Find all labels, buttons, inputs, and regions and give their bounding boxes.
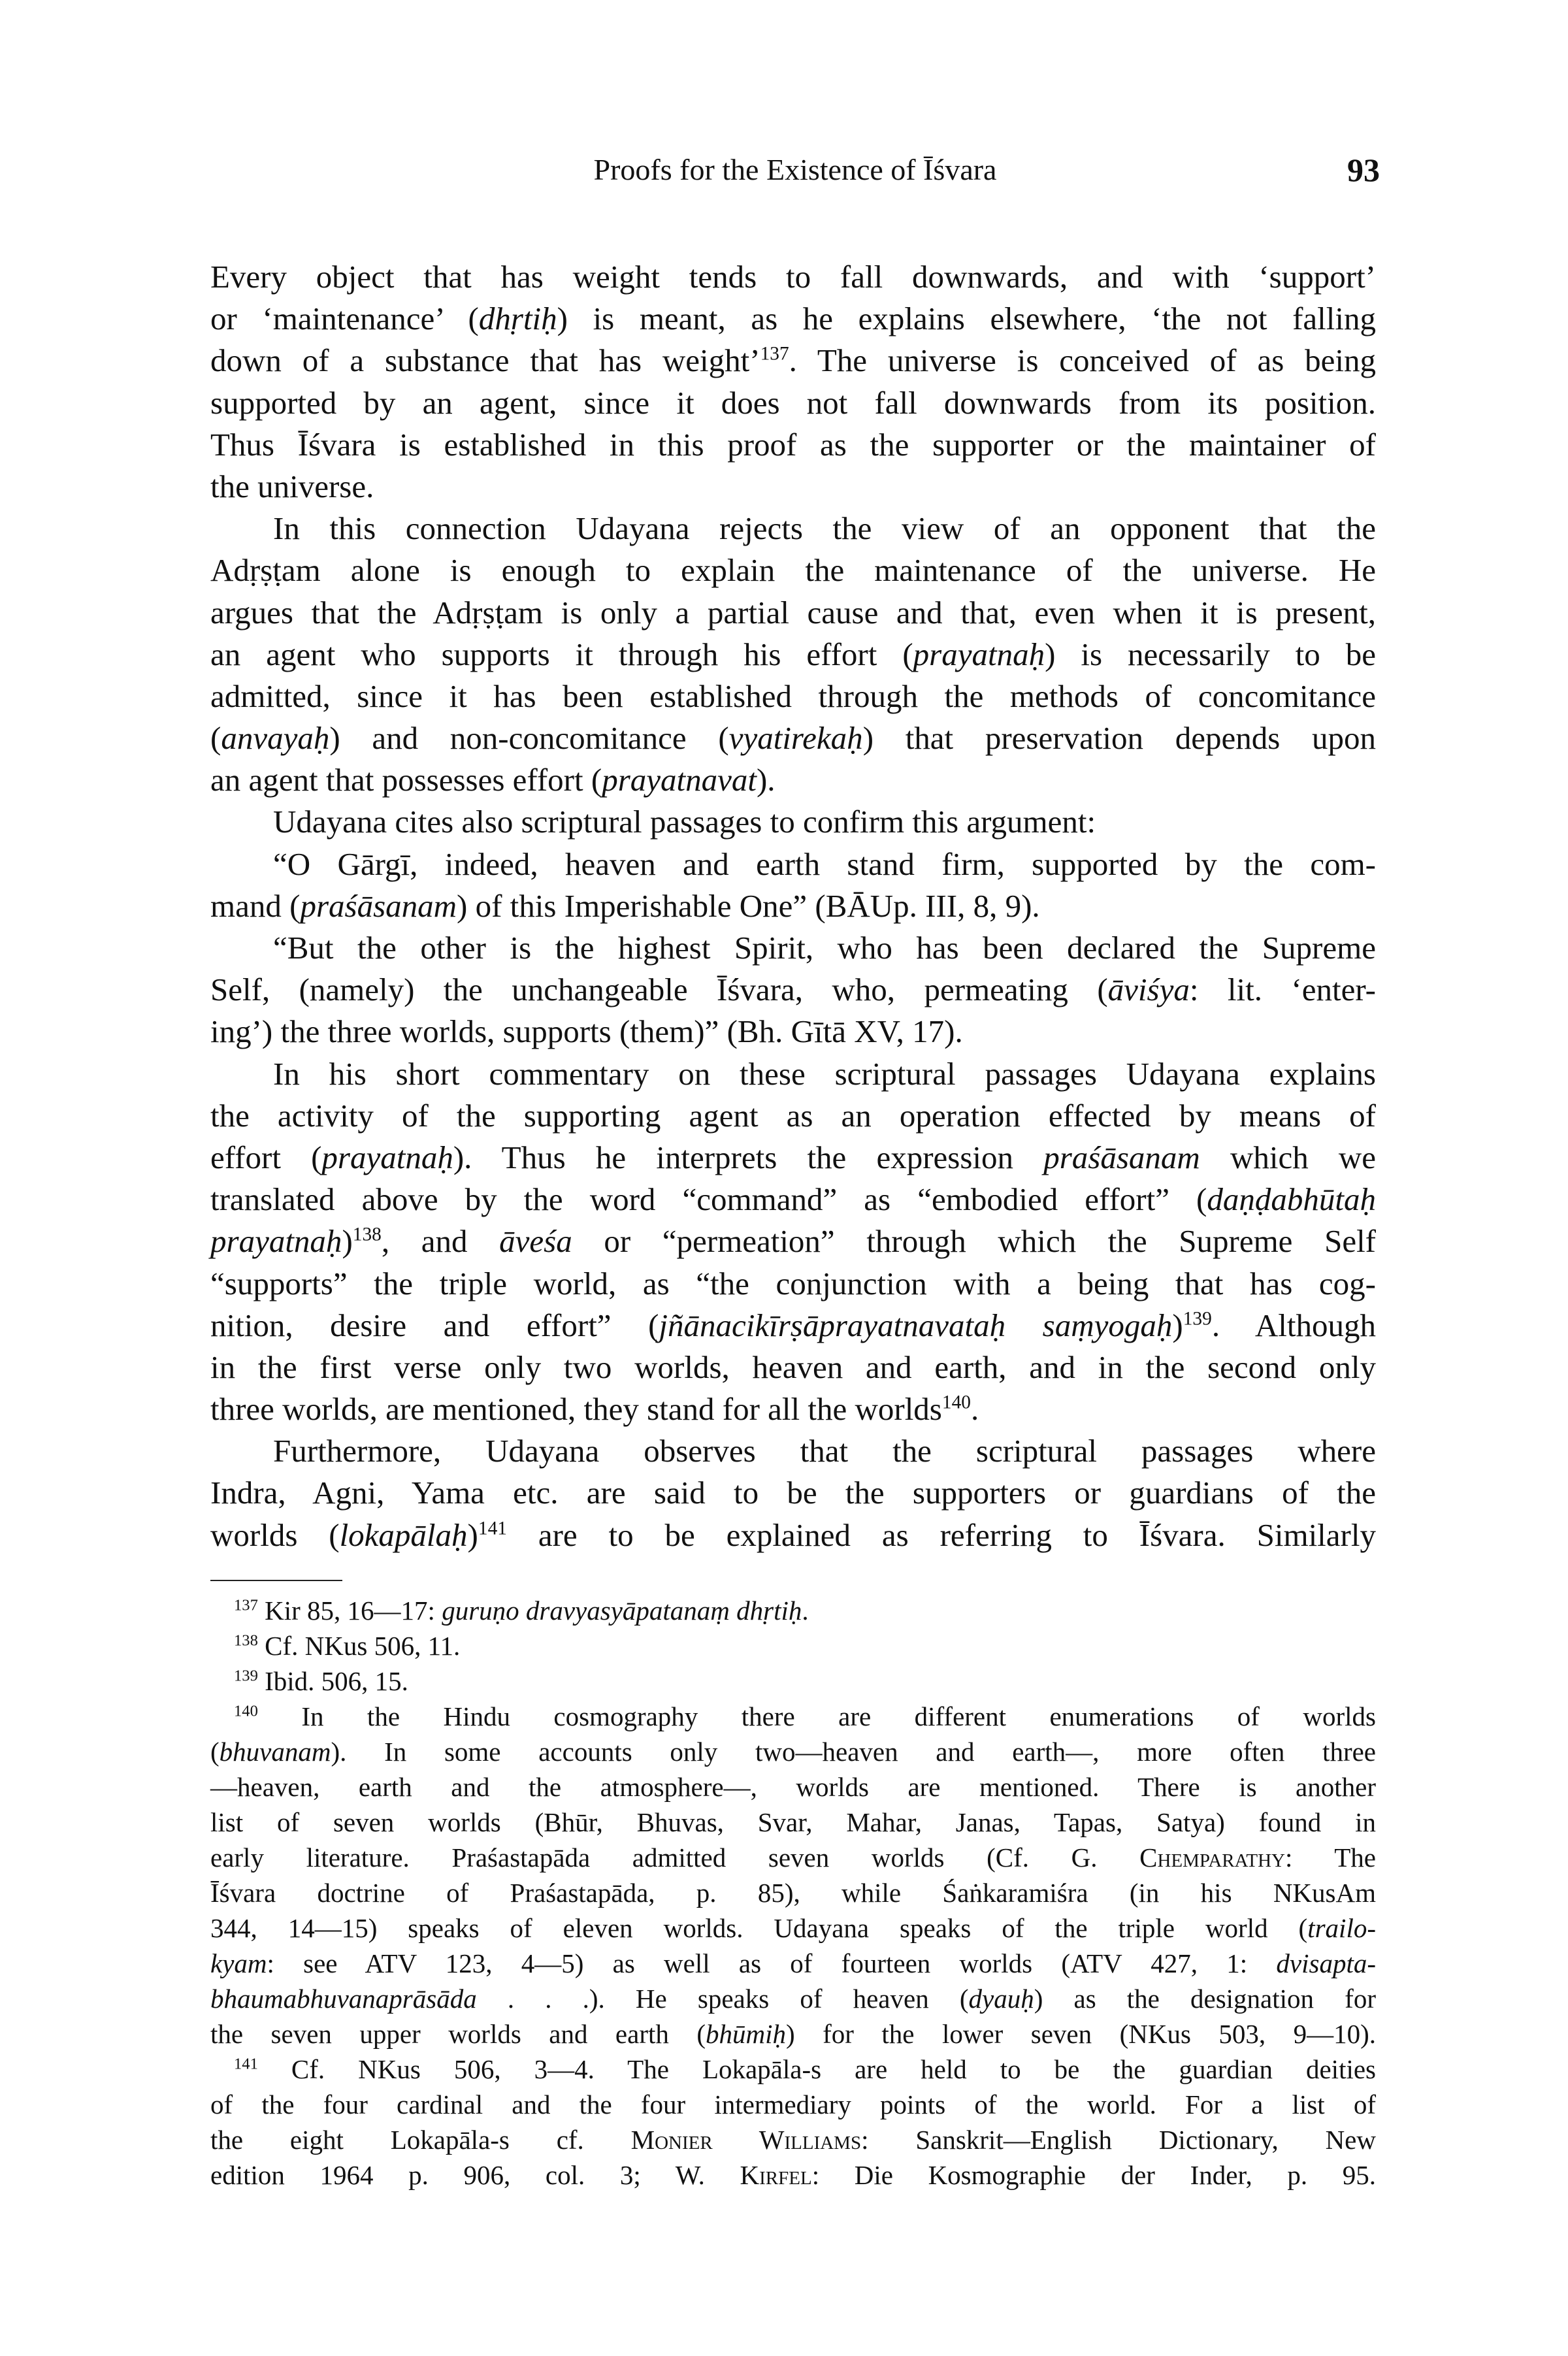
italic-term: daṇḍabhūtaḥ <box>1207 1181 1376 1218</box>
body-line <box>210 1179 1376 1220</box>
footnote-line <box>210 1875 1376 1910</box>
body-line <box>210 1347 1376 1388</box>
footnote-line <box>210 1699 1376 1734</box>
italic-term: prayatnaḥ <box>210 1223 342 1260</box>
italic-term: vyatirekaḥ <box>728 720 863 757</box>
body-line <box>210 843 1376 885</box>
footnote-marker: 137 <box>234 1596 258 1614</box>
footnote-marker: 138 <box>352 1224 382 1245</box>
body-line <box>210 382 1376 424</box>
body-line <box>210 1137 1376 1179</box>
body-line <box>210 424 1376 466</box>
text-run: ( <box>210 1737 220 1767</box>
text-run: the seven upper worlds and earth ( <box>210 2019 706 2049</box>
body-text <box>210 256 1376 1556</box>
footnote-line <box>210 2087 1376 2122</box>
text-run: . The universe is conceived of as being <box>789 342 1376 379</box>
text-run: ) of this Imperishable One” (BĀUp. III, 8, 9). <box>457 887 1040 924</box>
footnote-marker: 141 <box>478 1518 507 1539</box>
text-run: an agent who supports it through his effort ( <box>210 636 913 672</box>
footnote-line <box>210 1734 1376 1769</box>
page-number: 93 <box>1347 152 1380 188</box>
footnote-line <box>210 2016 1376 2052</box>
text-run: ). <box>756 762 776 798</box>
body-line <box>210 1011 1376 1053</box>
body-line <box>210 717 1376 759</box>
text-run: effort ( <box>210 1139 322 1175</box>
italic-term: praśāsanam <box>300 887 457 924</box>
text-run: the eight Lokapāla-s cf. <box>210 2125 631 2155</box>
text-run: supported by an agent, since it does not fall downwards from its position. <box>210 384 1376 421</box>
text-run: Adṛṣṭam alone is enough to explain the maintenance of the universe. He <box>210 552 1376 589</box>
text-run: down of a substance that has weight’ <box>210 342 760 379</box>
body-line <box>210 1305 1376 1347</box>
text-run: early literature. Praśastapāda admitted seven worlds (Cf. G. <box>210 1842 1140 1873</box>
text-run: In this connection Udayana rejects the view of an opponent that the <box>273 510 1376 547</box>
footnote-line <box>210 1910 1376 1946</box>
author-name: Monier Williams <box>630 2125 862 2155</box>
page-header <box>210 149 1380 191</box>
body-line <box>210 1053 1376 1095</box>
text-run: Cf. NKus 506, 3—4. The Lokapāla-s are held to be the guardian deities <box>257 2054 1376 2084</box>
text-run: : Die Kosmographie der Inder, p. 95. <box>811 2160 1376 2190</box>
body-line <box>210 759 1376 801</box>
body-line <box>210 676 1376 717</box>
running-title: Proofs for the Existence of Īśvara <box>593 153 997 186</box>
text-run: ). Thus he interprets the expression <box>453 1139 1044 1175</box>
body-line <box>210 1430 1376 1472</box>
body-line <box>210 801 1376 843</box>
italic-term: prayatnaḥ <box>321 1139 453 1175</box>
body-line <box>210 340 1376 382</box>
text-run: Indra, Agni, Yama etc. are said to be the supporters or guardians of the <box>210 1475 1376 1511</box>
body-line <box>210 298 1376 340</box>
text-run: Every object that has weight tends to fall downwards, and with ‘support’ <box>210 259 1376 295</box>
text-run: argues that the Adṛṣṭam is only a partial cause and that, even when it is present, <box>210 594 1376 630</box>
text-run: : see ATV 123, 4—5) as well as of fourteen worlds (ATV 427, 1: <box>267 1948 1277 1978</box>
text-run: or ‘maintenance’ ( <box>210 301 479 337</box>
text-run: 344, 14—15) speaks of eleven worlds. Udayana speaks of the triple world ( <box>210 1913 1308 1943</box>
italic-term: dyauḥ <box>968 1984 1034 2014</box>
text-run: In the Hindu cosmography there are different enumerations of worlds <box>257 1701 1376 1731</box>
text-run: In his short commentary on these scriptural passages Udayana explains <box>273 1055 1376 1092</box>
text-run: . <box>970 1391 979 1428</box>
italic-term: dhṛtiḥ <box>478 301 557 337</box>
body-line <box>210 634 1376 676</box>
text-run: ) <box>342 1223 353 1260</box>
body-line <box>210 1472 1376 1514</box>
body-line <box>210 508 1376 549</box>
italic-term: guruṇo dravyasyāpatanaṃ dhṛtiḥ <box>442 1595 802 1626</box>
text-run: ) is necessarily to be <box>1045 636 1377 672</box>
text-run: three worlds, are mentioned, they stand for all the worlds <box>210 1391 942 1428</box>
text-run: ) for the lower seven (NKus 503, 9—10). <box>786 2019 1376 2049</box>
text-run: Udayana cites also scriptural passages to confirm this argument: <box>273 804 1096 840</box>
text-run: : lit. ‘enter- <box>1189 972 1376 1008</box>
footnote-marker: 141 <box>234 2055 258 2073</box>
text-run: translated above by the word “command” as “embodied effort” ( <box>210 1181 1207 1218</box>
italic-term: bhaumabhuvanaprāsāda <box>210 1984 477 2014</box>
text-run: Furthermore, Udayana observes that the scriptural passages where <box>273 1433 1376 1469</box>
text-run: Īśvara doctrine of Praśastapāda, p. 85), while Śaṅkaramiśra (in his NKusAm <box>210 1878 1376 1908</box>
text-run: are to be explained as referring to Īśvara. Similarly <box>506 1516 1376 1553</box>
text-run: Ibid. 506, 15. <box>257 1666 408 1696</box>
text-run: : The <box>1284 1842 1376 1873</box>
text-run: which we <box>1200 1139 1376 1175</box>
footnote-line <box>210 1769 1376 1805</box>
text-run: . <box>802 1595 809 1626</box>
footnote-line <box>210 1663 1376 1699</box>
footnote-line <box>210 2157 1376 2193</box>
text-run: in the first verse only two worlds, heaven and earth, and in the second only <box>210 1349 1376 1385</box>
text-run: worlds ( <box>210 1516 340 1553</box>
text-run: list of seven worlds (Bhūr, Bhuvas, Svar, Mahar, Janas, Tapas, Satya) found in <box>210 1807 1376 1837</box>
text-run: Self, (namely) the unchangeable Īśvara, who, permeating ( <box>210 972 1108 1008</box>
text-run: Thus Īśvara is established in this proof as the supporter or the maintainer of <box>210 426 1376 463</box>
body-line <box>210 466 1376 508</box>
body-line <box>210 969 1376 1011</box>
text-run: the activity of the supporting agent as an operation effected by means of <box>210 1097 1376 1134</box>
text-run: “supports” the triple world, as “the conjunction with a being that has cog- <box>210 1265 1376 1301</box>
italic-term: anvayaḥ <box>221 720 330 757</box>
footnote-line <box>210 2122 1376 2157</box>
text-run: . Although <box>1211 1307 1376 1343</box>
italic-term: dvisapta- <box>1276 1948 1376 1978</box>
text-run: nition, desire and effort” ( <box>210 1307 659 1343</box>
text-run: ) <box>467 1516 478 1553</box>
italic-term: āveśa <box>499 1223 572 1260</box>
italic-term: bhūmiḥ <box>706 2019 786 2049</box>
body-line <box>210 592 1376 634</box>
text-run: ). In some accounts only two—heaven and earth—, more often three <box>331 1737 1376 1767</box>
body-line <box>210 549 1376 591</box>
italic-term: prayatnavat <box>602 762 757 798</box>
text-run: admitted, since it has been established through the methods of concomitance <box>210 678 1376 714</box>
footnote-line <box>210 1805 1376 1840</box>
footnote-marker: 140 <box>234 1702 258 1720</box>
text-run: ) <box>1172 1307 1183 1343</box>
author-name: Chemparathy <box>1139 1842 1285 1873</box>
footnote-marker: 139 <box>1183 1308 1212 1330</box>
body-line <box>210 1388 1376 1430</box>
author-name: Kirfel <box>740 2160 812 2190</box>
footnote-separator-rule <box>210 1580 342 1581</box>
text-run: ) as the designation for <box>1034 1984 1376 2014</box>
text-run: ( <box>210 720 221 757</box>
text-run: an agent that possesses effort ( <box>210 762 602 798</box>
body-line <box>210 1220 1376 1262</box>
footnote-marker: 138 <box>234 1631 258 1650</box>
body-line <box>210 1263 1376 1305</box>
body-line <box>210 885 1376 927</box>
italic-term: kyam <box>210 1948 267 1978</box>
footnote-marker: 137 <box>760 344 789 365</box>
text-run: : Sanskrit—English Dictionary, New <box>861 2125 1376 2155</box>
italic-term: trailo- <box>1307 1913 1376 1943</box>
footnote-marker: 139 <box>234 1667 258 1685</box>
footnote-line <box>210 2052 1376 2087</box>
text-run: Cf. NKus 506, 11. <box>257 1631 461 1661</box>
italic-term: lokapālaḥ <box>339 1516 468 1553</box>
text-run: of the four cardinal and the four intermediary points of the world. For a list of <box>210 2089 1376 2119</box>
text-run: , and <box>381 1223 500 1260</box>
footnote-line <box>210 1981 1376 2016</box>
body-line <box>210 1514 1376 1556</box>
text-run: mand ( <box>210 887 301 924</box>
text-run: ing’) the three worlds, supports (them)” (Bh. Gītā XV, 17). <box>210 1013 963 1050</box>
text-run: “But the other is the highest Spirit, who has been declared the Supreme <box>273 930 1376 966</box>
footnotes <box>210 1593 1376 2193</box>
text-run: . . .). He speaks of heaven ( <box>476 1984 969 2014</box>
text-run: “O Gārgī, indeed, heaven and earth stand firm, supported by the com- <box>273 845 1376 882</box>
body-line <box>210 927 1376 969</box>
italic-term: prayatnaḥ <box>913 636 1045 672</box>
italic-term: āviśya <box>1107 972 1190 1008</box>
text-run: the universe. <box>210 468 374 504</box>
footnote-line <box>210 1840 1376 1875</box>
text-run: or “permeation” through which the Supreme Self <box>572 1223 1376 1260</box>
body-line <box>210 256 1376 298</box>
footnote-line <box>210 1628 1376 1663</box>
text-run: ) and non-concomitance ( <box>329 720 729 757</box>
text-run: ) is meant, as he explains elsewhere, ‘the not falling <box>557 301 1377 337</box>
footnote-marker: 140 <box>941 1392 971 1413</box>
body-line <box>210 1095 1376 1137</box>
text-run: edition 1964 p. 906, col. 3; W. <box>210 2160 740 2190</box>
footnote-line <box>210 1946 1376 1981</box>
text-run: —heaven, earth and the atmosphere—, worlds are mentioned. There is another <box>210 1772 1376 1802</box>
footnote-line <box>210 1593 1376 1628</box>
text-run: Kir 85, 16—17: <box>257 1595 442 1626</box>
italic-term: praśāsanam <box>1043 1139 1200 1175</box>
italic-term: jñānacikīrṣāprayatnavataḥ saṃyogaḥ <box>659 1307 1173 1343</box>
italic-term: bhuvanam <box>219 1737 331 1767</box>
text-run: ) that preservation depends upon <box>862 720 1376 757</box>
